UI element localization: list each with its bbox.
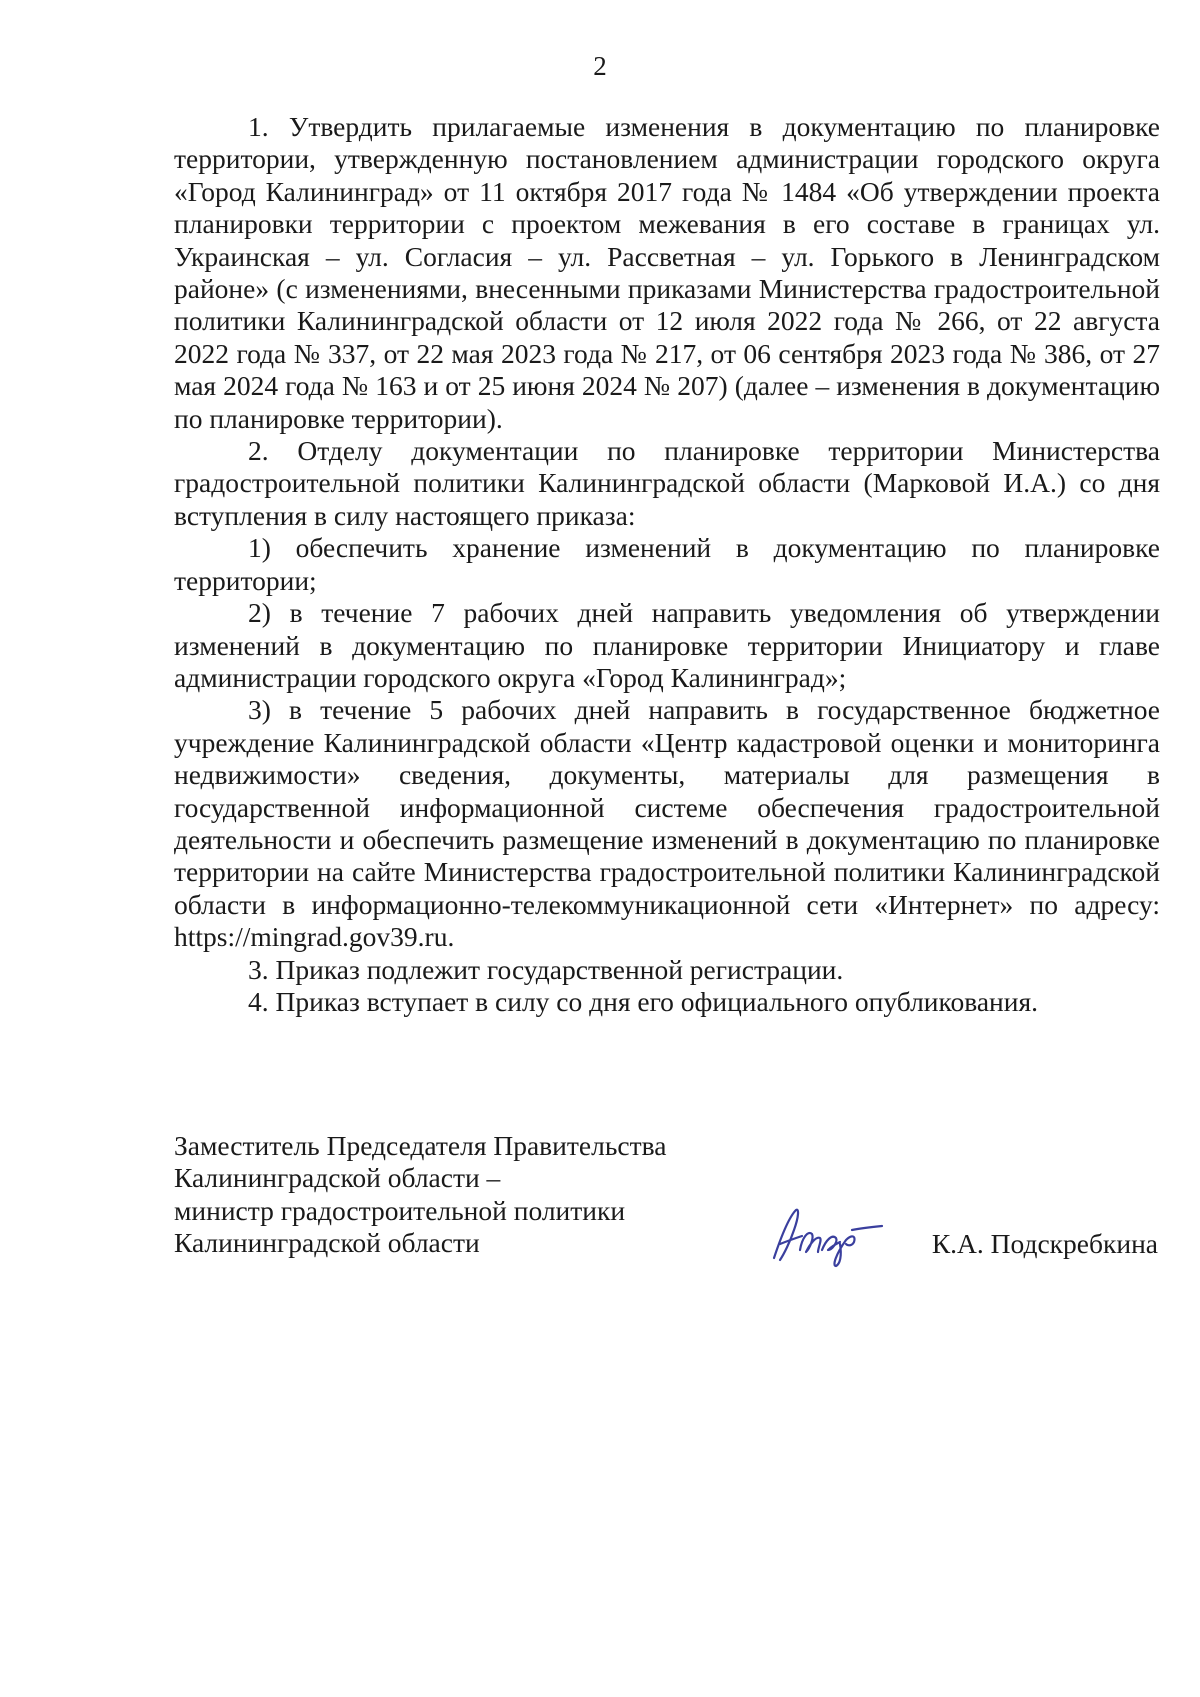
- paragraph-2-item-1: 1) обеспечить хранение изменений в документацию по планировке территории;: [174, 532, 1160, 596]
- signature-icon: [766, 1200, 886, 1270]
- signatory-position-line-3: министр градостроительной политики: [174, 1194, 626, 1226]
- signatory-position-line-2: Калининградской области –: [174, 1162, 501, 1194]
- signatory-position: [174, 1130, 666, 1260]
- signatory-position-line-4: Калининградской области: [174, 1227, 480, 1259]
- page-number: 2: [593, 51, 607, 81]
- paragraph-1: 1. Утвердить прилагаемые изменения в документацию по планировке территории, утвержденную постановлением администрации городского округа «Город Калининград» от 11 октября 2017 года № 1484 «Об утверждении проекта планировки территории с проектом межевания в его составе в границах ул. Украинская – ул. Согласия – ул. Рассветная – ул. Горького в Ленинградском районе» (с изменениями, внесенными приказами Министерства градостроительной политики Калининградской области от 12 июля 2022 года № 266, от 22 августа 2022 года № 337, от 22 мая 2023 года № 217, от 06 сентября 2023 года № 386, от 27 мая 2024 года № 163 и от 25 июня 2024 № 207) (далее – изменения в документацию по планировке территории).: [174, 111, 1160, 434]
- paragraph-2-item-2: 2) в течение 7 рабочих дней направить уведомления об утверждении изменений в документацию по планировке территории Инициатору и главе администрации городского округа «Город Калининград»;: [174, 597, 1160, 693]
- paragraph-3: 3. Приказ подлежит государственной регистрации.: [248, 953, 844, 985]
- paragraph-2-item-3: 3) в течение 5 рабочих дней направить в государственное бюджетное учреждение Калининградской области «Центр кадастровой оценки и мониторинга недвижимости» сведения, документы, материалы для размещения в государственной информационной системе обеспечения градостроительной деятельности и обеспечить размещение изменений в документацию по планировке территории на сайте Министерства градостроительной политики Калининградской области в информационно-телекоммуникационной сети «Интернет» по адресу: https://mingrad.gov39.ru.: [174, 694, 1160, 953]
- paragraph-4: 4. Приказ вступает в силу со дня его официального опубликования.: [248, 985, 1039, 1017]
- signatory-position-line-1: Заместитель Председателя Правительства: [174, 1130, 667, 1161]
- document-body: [174, 111, 1160, 1018]
- signatory-name: К.А. Подскребкина: [931, 1228, 1158, 1259]
- paragraph-2: 2. Отделу документации по планировке территории Министерства градостроительной политики Калининградской области (Марковой И.А.) со дня вступления в силу настоящего приказа:: [174, 435, 1160, 531]
